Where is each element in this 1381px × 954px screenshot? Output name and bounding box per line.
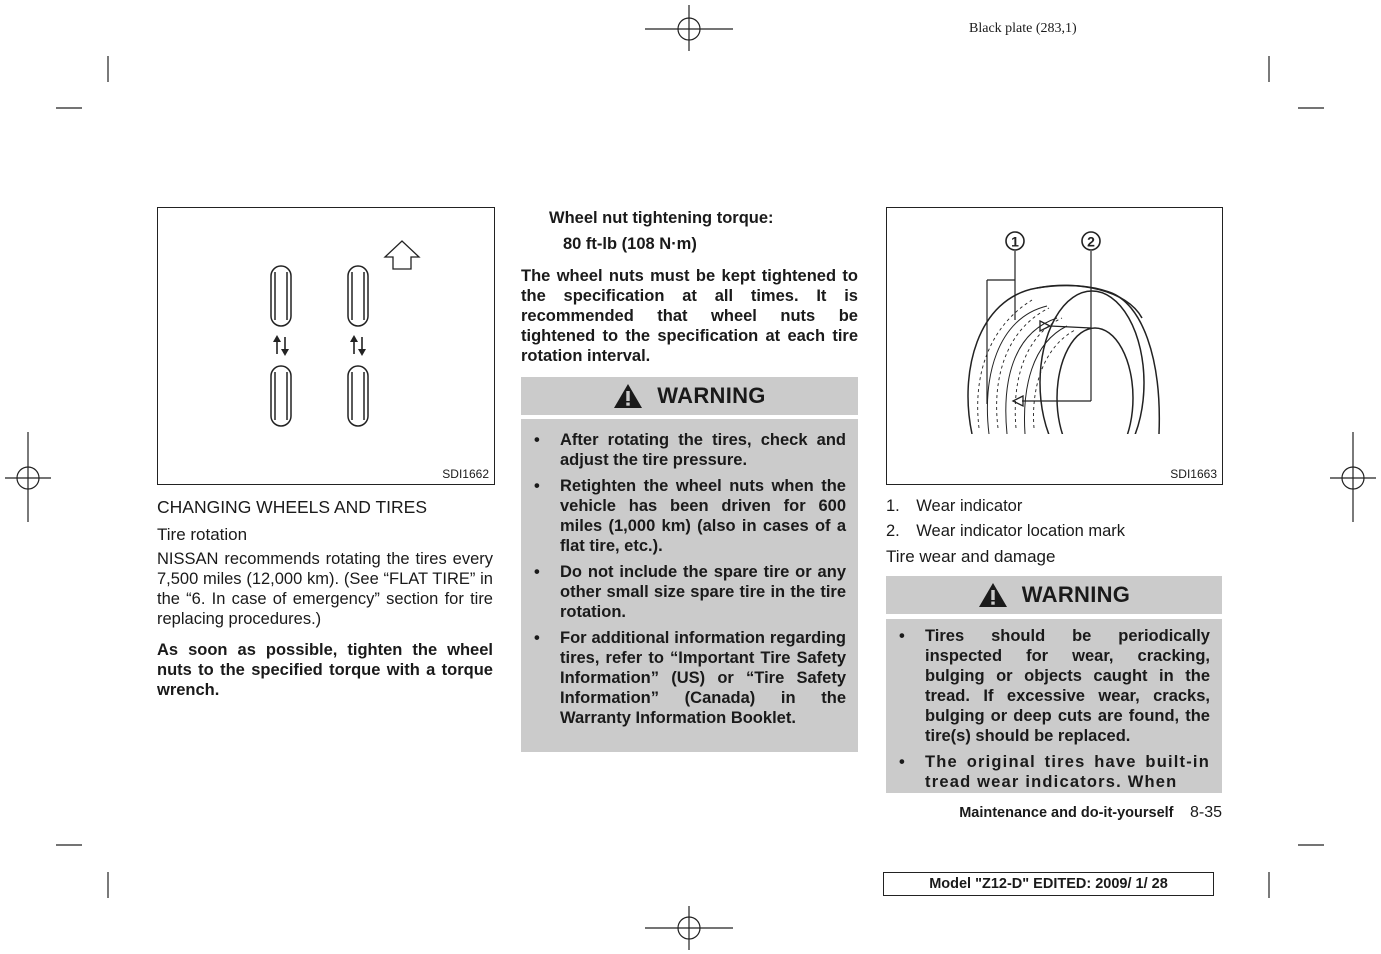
tire-rotation-diagram [158,208,494,484]
tire-rear-left [271,366,291,426]
caption-item: 2. Wear indicator location mark [886,522,1126,540]
tire-front-right [348,266,368,326]
rotation-paragraph: NISSAN recommends rotating the tires every 7,500 miles (12,000 km). (See “FLAT TIRE” in the “6. In case of emergency” section for tire replacing procedures.) [157,550,493,628]
figure-code: SDI1663 [1170,467,1217,481]
tire-rotation-figure [157,207,495,485]
callout-1: 1 [1011,233,1019,250]
warning-body [521,419,858,752]
warning-item: • The original tires have built-in tread wear indicators. When [899,753,1210,791]
warning-triangle-icon [978,582,1008,608]
tire-rear-right [348,366,368,426]
figure-code: SDI1662 [442,467,489,481]
wheel-nut-paragraph: The wheel nuts must be kept tightened to the specification at all times. It is recommended that wheel nuts be tightened to the specification at each tire rotation interval. [521,267,858,365]
warning-title: WARNING [1021,582,1131,607]
forward-arrow-icon [385,241,419,269]
warning-item: • After rotating the tires, check and adjust the tire pressure. [534,431,846,469]
torque-label: Wheel nut tightening torque: [549,209,774,227]
page-number: 8-35 [1189,804,1222,821]
torque-spec [549,208,859,254]
warning-header [521,377,858,415]
callout-2: 2 [1087,233,1095,250]
subheading: Tire rotation [157,525,248,544]
warning-triangle-icon [613,383,643,409]
section-title: CHANGING WHEELS AND TIRES [157,497,428,517]
left-column [157,497,493,700]
warning-item: • For additional information regarding tires, refer to “Important Tire Safety Information” (US) or “Tire Safety Information” (Canada) in the Warranty Information Booklet. [534,629,846,727]
torque-notice: As soon as possible, tighten the wheel nuts to the specified torque with a torque wrench. [157,641,493,699]
swap-arrows-icon [273,335,366,356]
footer-section: Maintenance and do-it-yourself [959,805,1174,821]
warning-item: • Tires should be periodically inspected for wear, cracking, bulging or objects caught in the tread. If excessive wear, cracks, bulging or deep cuts are found, the tire(s) should be replaced. [899,627,1210,745]
model-edit-stamp: Model "Z12-D" EDITED: 2009/ 1/ 28 [883,872,1214,896]
tire-wear-subheading: Tire wear and damage [886,547,1056,566]
wear-indicator-diagram [887,208,1222,484]
tire-front-left [271,266,291,326]
figure-captions [886,496,1222,546]
wear-indicator-figure [886,207,1223,485]
tire-outline [968,285,1109,434]
warning-title: WARNING [657,383,766,408]
warning-body [886,619,1222,793]
page-footer [800,804,1222,822]
warning-header [886,576,1222,614]
torque-value: 80 ft-lb (108 N·m) [563,235,697,253]
caption-item: 1. Wear indicator [886,497,1023,515]
plate-label: Black plate (283,1) [969,21,1077,36]
warning-item: • Retighten the wheel nuts when the vehicle has been driven for 600 miles (1,000 km) (also in cases of a flat tire, etc.). [534,477,846,555]
warning-item: • Do not include the spare tire or any other small size spare tire in the tire rotation. [534,563,846,621]
